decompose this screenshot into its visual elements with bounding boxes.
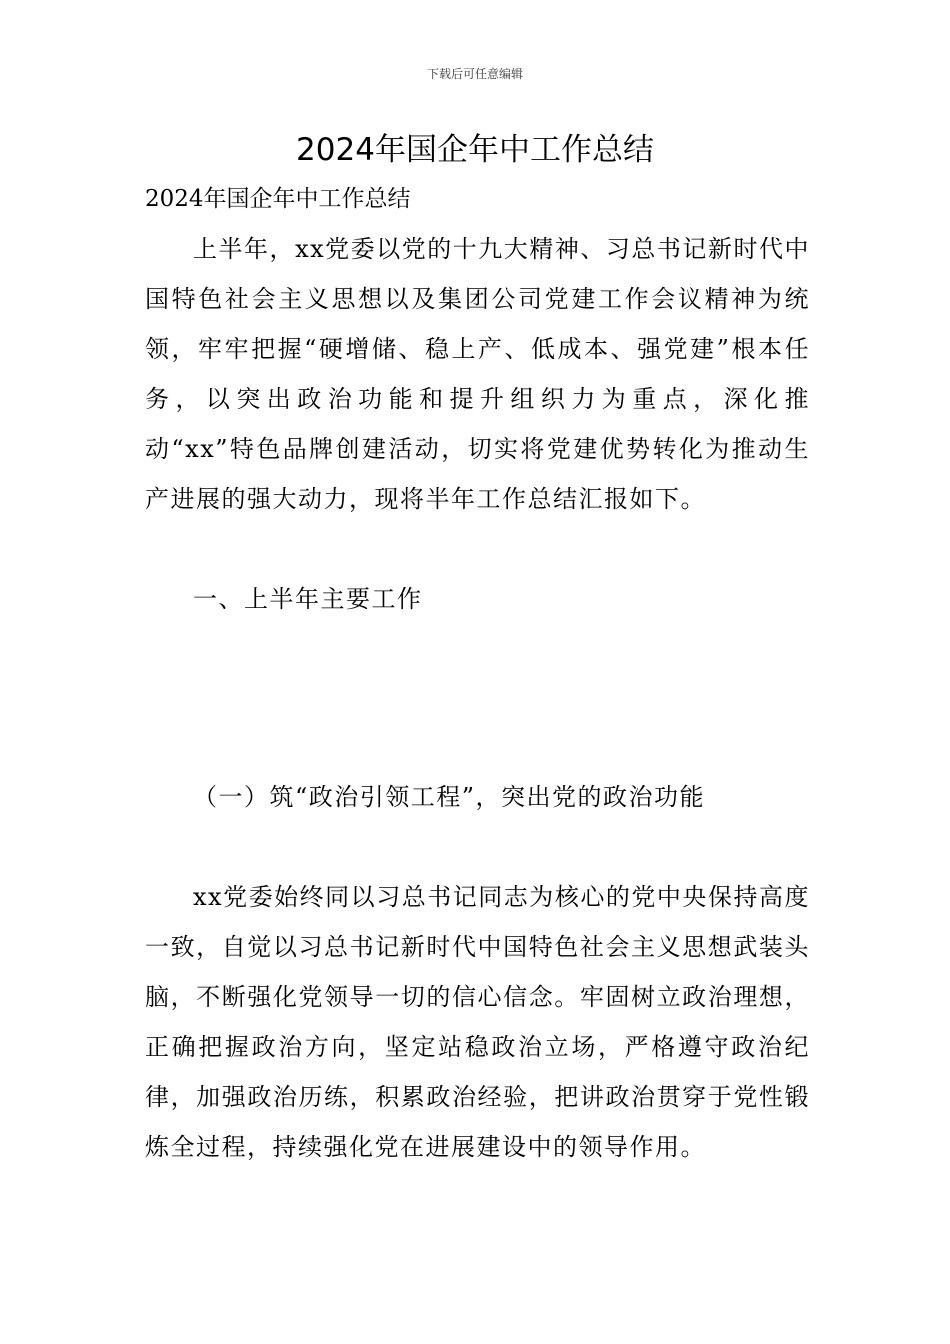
subsection-heading-political-leadership: （一）筑“政治引领工程”，突出党的政治功能 [193,783,706,811]
page-header-note: 下载后可任意编辑 [426,67,523,81]
intro-paragraph: 上半年，xx党委以党的十九大精神、习总书记新时代中国特色社会主义思想以及集团公司党建工作会议精神为统领，牢牢把握“硬增储、稳上产、低成本、强党建”根本任务，以突出政治功能和提升组织力为重点，深化推动“xx”特色品牌创建活动，切实将党建优势转化为推动生产进展的强大动力，现将半年工作总结汇报如下。 [145,235,810,513]
document-subtitle: 2024年国企年中工作总结 [145,186,411,212]
document-title: 2024年国企年中工作总结 [296,132,654,168]
subsection-paragraph-political-leadership: xx党委始终同以习总书记同志为核心的党中央保持高度一致，自觉以习总书记新时代中国特色社会主义思想武装头脑，不断强化党领导一切的信心信念。牢固树立政治理想，正确把握政治方向，坚定站稳政治立场，严格遵守政治纪律，加强政治历练，积累政治经验，把讲政治贯穿于党性锻炼全过程，持续强化党在进展建设中的领导作用。 [145,883,810,1161]
section-heading-main-work: 一、上半年主要工作 [193,585,423,613]
